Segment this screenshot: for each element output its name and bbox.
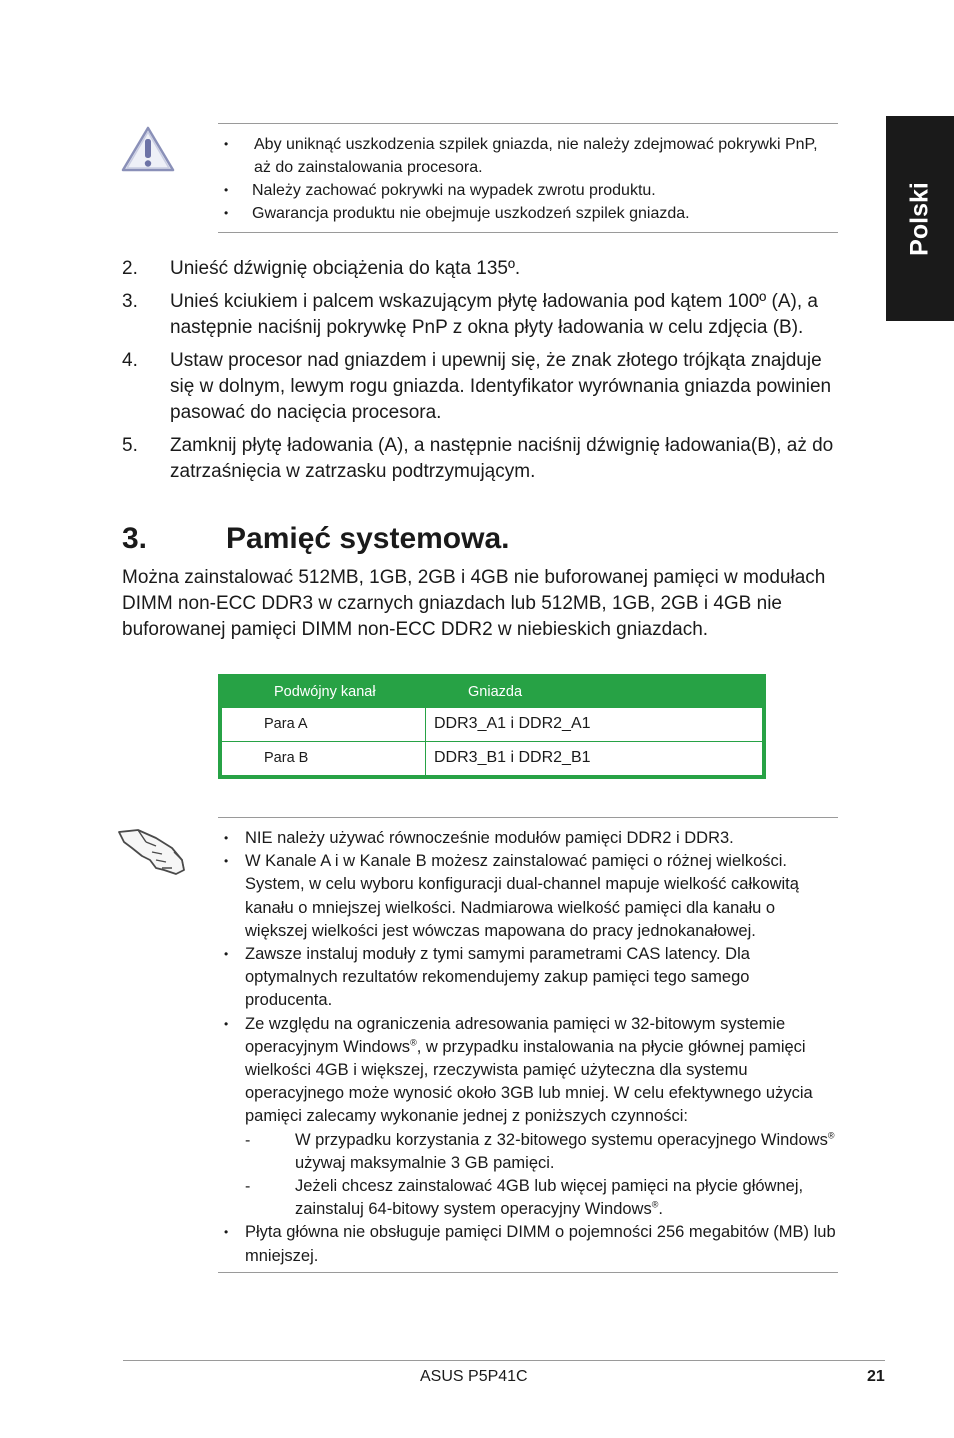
table-cell-pair: Para A bbox=[264, 716, 308, 732]
registered-mark: ® bbox=[410, 1037, 417, 1048]
step-number: 5. bbox=[122, 435, 138, 456]
step-4 bbox=[122, 348, 842, 426]
table-header-channel: Podwójny kanał bbox=[274, 684, 376, 700]
memory-notes bbox=[218, 817, 838, 1273]
section-title: Pamięć systemowa. bbox=[226, 522, 510, 555]
note-sublist bbox=[245, 1129, 838, 1222]
registered-mark: ® bbox=[651, 1199, 659, 1210]
caution-item: • Gwarancja produktu nie obejmuje uszkodzeń szpilek gniazda. bbox=[218, 202, 838, 225]
notes-list bbox=[218, 827, 838, 1268]
note-item: • W Kanale A i w Kanale B możesz zainstalować pamięci o różnej wielkości. System, w celu wyboru konfiguracji dual-channel mapuje wielkość całkowitą kanału o mniejszej wielkości. Nadmiarowa wielkość pamięci dla kanału o większej wielkości jest wówczas mapowana do pracy jednokanałowej. bbox=[218, 850, 838, 943]
step-text: Zamknij płytę ładowania (A), a następnie naciśnij dźwignię ładowania(B), aż do zatrzaśnięcia w zatrzasku podtrzymującym. bbox=[170, 435, 834, 482]
note-item: • Ze względu na ograniczenia adresowania pamięci w 32-bitowym systemie operacyjnym Windows®, w przypadku instalowania na płycie głównej pamięci wielkości 4GB i większej, rzeczywista pamięć użyteczna dla systemu operacyjnego może wynosić około 3GB lub mniej. W celu efektywnego użycia pamięci zalecamy wykonanie jednej z poniższych czynności: - W przypadku korzystania z 32-bitowego systemu operacyjnego Windows® używaj maksymalnie 3 GB pamięci. - Jeżeli chcesz zainstalować 4GB lub więcej pamięci na płycie głównej, zainstaluj 64-bitowy system operacyjny Windows®. bbox=[218, 1013, 838, 1222]
note-subitem: - W przypadku korzystania z 32-bitowego systemu operacyjnego Windows® używaj maksymalnie 3 GB pamięci. bbox=[245, 1129, 838, 1175]
table-cell-sockets: DDR3_A1 i DDR2_A1 bbox=[434, 715, 591, 732]
pointing-hand-icon bbox=[116, 826, 188, 876]
note-item: • NIE należy używać równocześnie modułów pamięci DDR2 i DDR3. bbox=[218, 827, 838, 850]
note-item: • Płyta główna nie obsługuje pamięci DIMM o pojemności 256 megabitów (MB) lub mniejszej. bbox=[218, 1221, 838, 1267]
caution-notice bbox=[218, 123, 838, 233]
warning-triangle-icon bbox=[120, 124, 176, 174]
step-text: Unieś kciukiem i palcem wskazującym płytę ładowania pod kątem 100º (A), a następnie naciśnij pokrywkę PnP z okna płyty ładowania w celu zdjęcia (B). bbox=[170, 291, 818, 338]
step-number: 4. bbox=[122, 350, 138, 371]
page-number: 21 bbox=[867, 1368, 885, 1385]
memory-channel-table bbox=[218, 674, 766, 779]
step-text: Ustaw procesor nad gniazdem i upewnij się, że znak złotego trójkąta znajduje się w dolnym, lewym rogu gniazda. Identyfikator wyrównania gniazda powinien pasować do nacięcia procesora. bbox=[170, 350, 832, 423]
section-number: 3. bbox=[122, 522, 148, 555]
caution-item: • Aby uniknąć uszkodzenia szpilek gniazda, nie należy zdejmować pokrywki PnP, aż do zainstalowania procesora. bbox=[218, 133, 838, 179]
language-tab-label: Polski bbox=[905, 181, 934, 256]
installation-steps bbox=[122, 256, 842, 492]
caution-list bbox=[218, 133, 838, 225]
table-row bbox=[222, 742, 762, 775]
table-cell-pair: Para B bbox=[264, 750, 309, 766]
table-header-sockets: Gniazda bbox=[468, 684, 523, 700]
section-heading bbox=[122, 522, 510, 556]
caution-item: • Należy zachować pokrywki na wypadek zwrotu produktu. bbox=[218, 179, 838, 202]
registered-mark: ® bbox=[827, 1130, 835, 1141]
footer-divider bbox=[123, 1360, 885, 1361]
language-tab bbox=[886, 116, 954, 321]
footer-model: ASUS P5P41C bbox=[420, 1368, 528, 1385]
step-number: 2. bbox=[122, 258, 138, 279]
step-text: Unieść dźwignię obciążenia do kąta 135º. bbox=[170, 258, 521, 279]
section-intro: Można zainstalować 512MB, 1GB, 2GB i 4GB nie buforowanej pamięci w modułach DIMM non-ECC DDR3 w czarnych gniazdach lub 512MB, 1GB, 2GB i 4GB nie buforowanej pamięci DIMM non-ECC DDR2 w niebieskich gniazdach. bbox=[122, 567, 826, 640]
note-item: • Zawsze instaluj moduły z tymi samymi parametrami CAS latency. Dla optymalnych rezultatów rekomendujemy zakup pamięci tego samego producenta. bbox=[218, 943, 838, 1013]
step-3 bbox=[122, 289, 842, 341]
table-cell-sockets: DDR3_B1 i DDR2_B1 bbox=[434, 749, 591, 766]
step-5 bbox=[122, 433, 842, 485]
step-2 bbox=[122, 256, 842, 282]
note-subitem: - Jeżeli chcesz zainstalować 4GB lub więcej pamięci na płycie głównej, zainstaluj 64-bitowy system operacyjny Windows®. bbox=[245, 1175, 838, 1221]
step-number: 3. bbox=[122, 291, 138, 312]
table-row bbox=[222, 708, 762, 741]
